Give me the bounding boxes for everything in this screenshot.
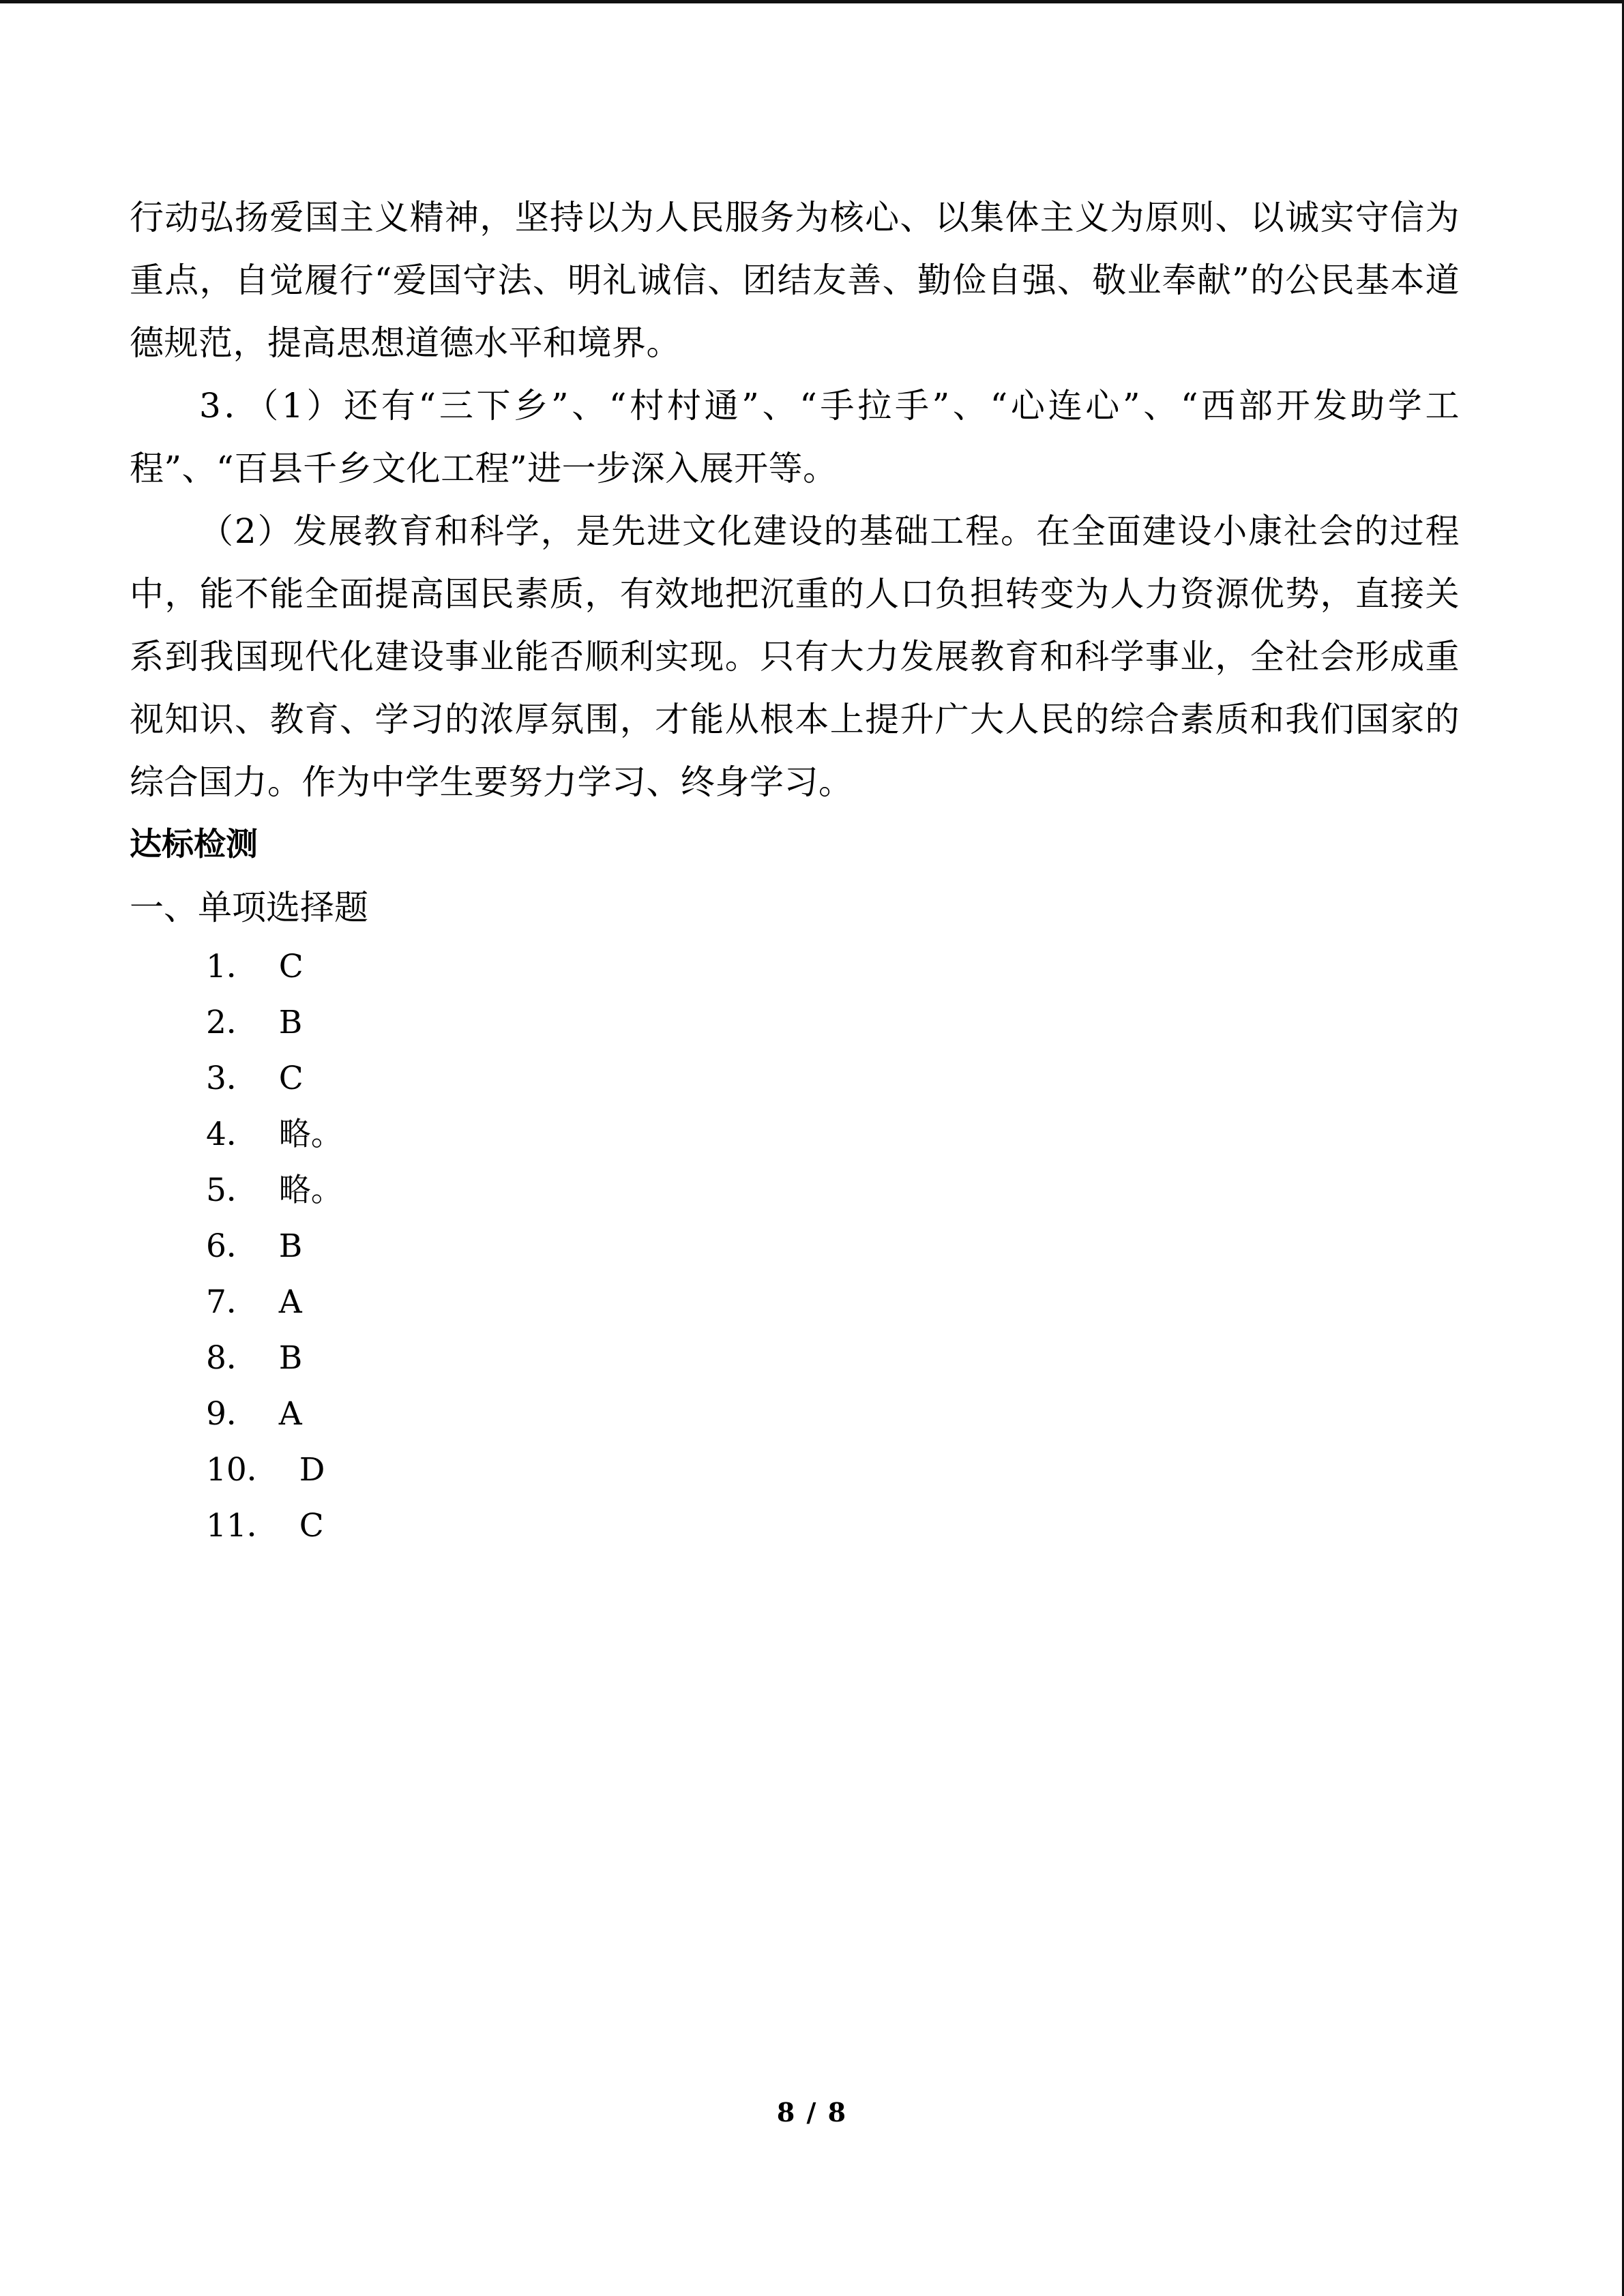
page-number-footer: 8 / 8	[776, 2097, 848, 2128]
answer-value: B	[278, 1339, 303, 1377]
list-item	[130, 1107, 1460, 1163]
list-item	[130, 1498, 1460, 1554]
paragraph-item3-2: （2）发展教育和科学，是先进文化建设的基础工程。在全面建设小康社会的过程中，能不能全面提高国民素质，有效地把沉重的人口负担转变为人力资源优势，直接关系到我国现代化建设事业能否顺利实现。只有大力发展教育和科学事业，全社会形成重视知识、教育、学习的浓厚氛围，才能从根本上提升广大人民的综合素质和我们国家的综合国力。作为中学生要努力学习、终身学习。	[130, 511, 1460, 802]
page-content	[130, 186, 1460, 1554]
subsection-heading-multiple-choice: 一、单项选择题	[130, 888, 368, 927]
list-item	[130, 939, 1460, 995]
list-item	[130, 995, 1460, 1051]
list-item	[130, 1051, 1460, 1107]
answer-value: 略。	[278, 1172, 343, 1209]
answer-value: B	[278, 1004, 303, 1041]
answer-value: A	[278, 1283, 302, 1321]
answer-value: D	[299, 1451, 325, 1489]
section-heading-assessment: 达标检测	[130, 826, 258, 863]
answer-value: A	[278, 1395, 302, 1433]
answer-value: C	[299, 1507, 324, 1545]
answer-value: B	[278, 1227, 303, 1265]
answer-number: 3．	[206, 1060, 279, 1097]
list-item	[130, 1442, 1460, 1498]
answer-number: 2．	[206, 1004, 279, 1041]
paragraph-moral-norms: 行动弘扬爱国主义精神，坚持以为人民服务为核心、以集体主义为原则、以诚实守信为重点，自觉履行“爱国守法、明礼诚信、团结友善、勤俭自强、敬业奉献”的公民基本道德规范，提高思想道德水平和境界。	[130, 198, 1460, 363]
answer-list	[130, 939, 1460, 1554]
list-item	[130, 1219, 1460, 1274]
answer-number: 9．	[206, 1395, 279, 1433]
list-item	[130, 1274, 1460, 1330]
answer-number: 7．	[206, 1283, 279, 1321]
paragraph-item3-1: 3．（1）还有“三下乡”、“村村通”、“手拉手”、“心连心”、“西部开发助学工程”、“百县千乡文化工程”进一步深入展开等。	[130, 386, 1460, 488]
answer-number: 1．	[206, 948, 279, 985]
answer-number: 5．	[206, 1172, 279, 1209]
answer-value: C	[278, 1060, 304, 1097]
answer-number: 8．	[206, 1339, 279, 1377]
list-item	[130, 1163, 1460, 1219]
list-item	[130, 1330, 1460, 1386]
list-item	[130, 1386, 1460, 1442]
answer-value: 略。	[278, 1116, 343, 1153]
answer-number: 10．	[206, 1451, 299, 1489]
answer-number: 11．	[206, 1507, 299, 1545]
answer-number: 6．	[206, 1227, 279, 1265]
answer-value: C	[278, 948, 304, 985]
answer-number: 4．	[206, 1116, 279, 1153]
